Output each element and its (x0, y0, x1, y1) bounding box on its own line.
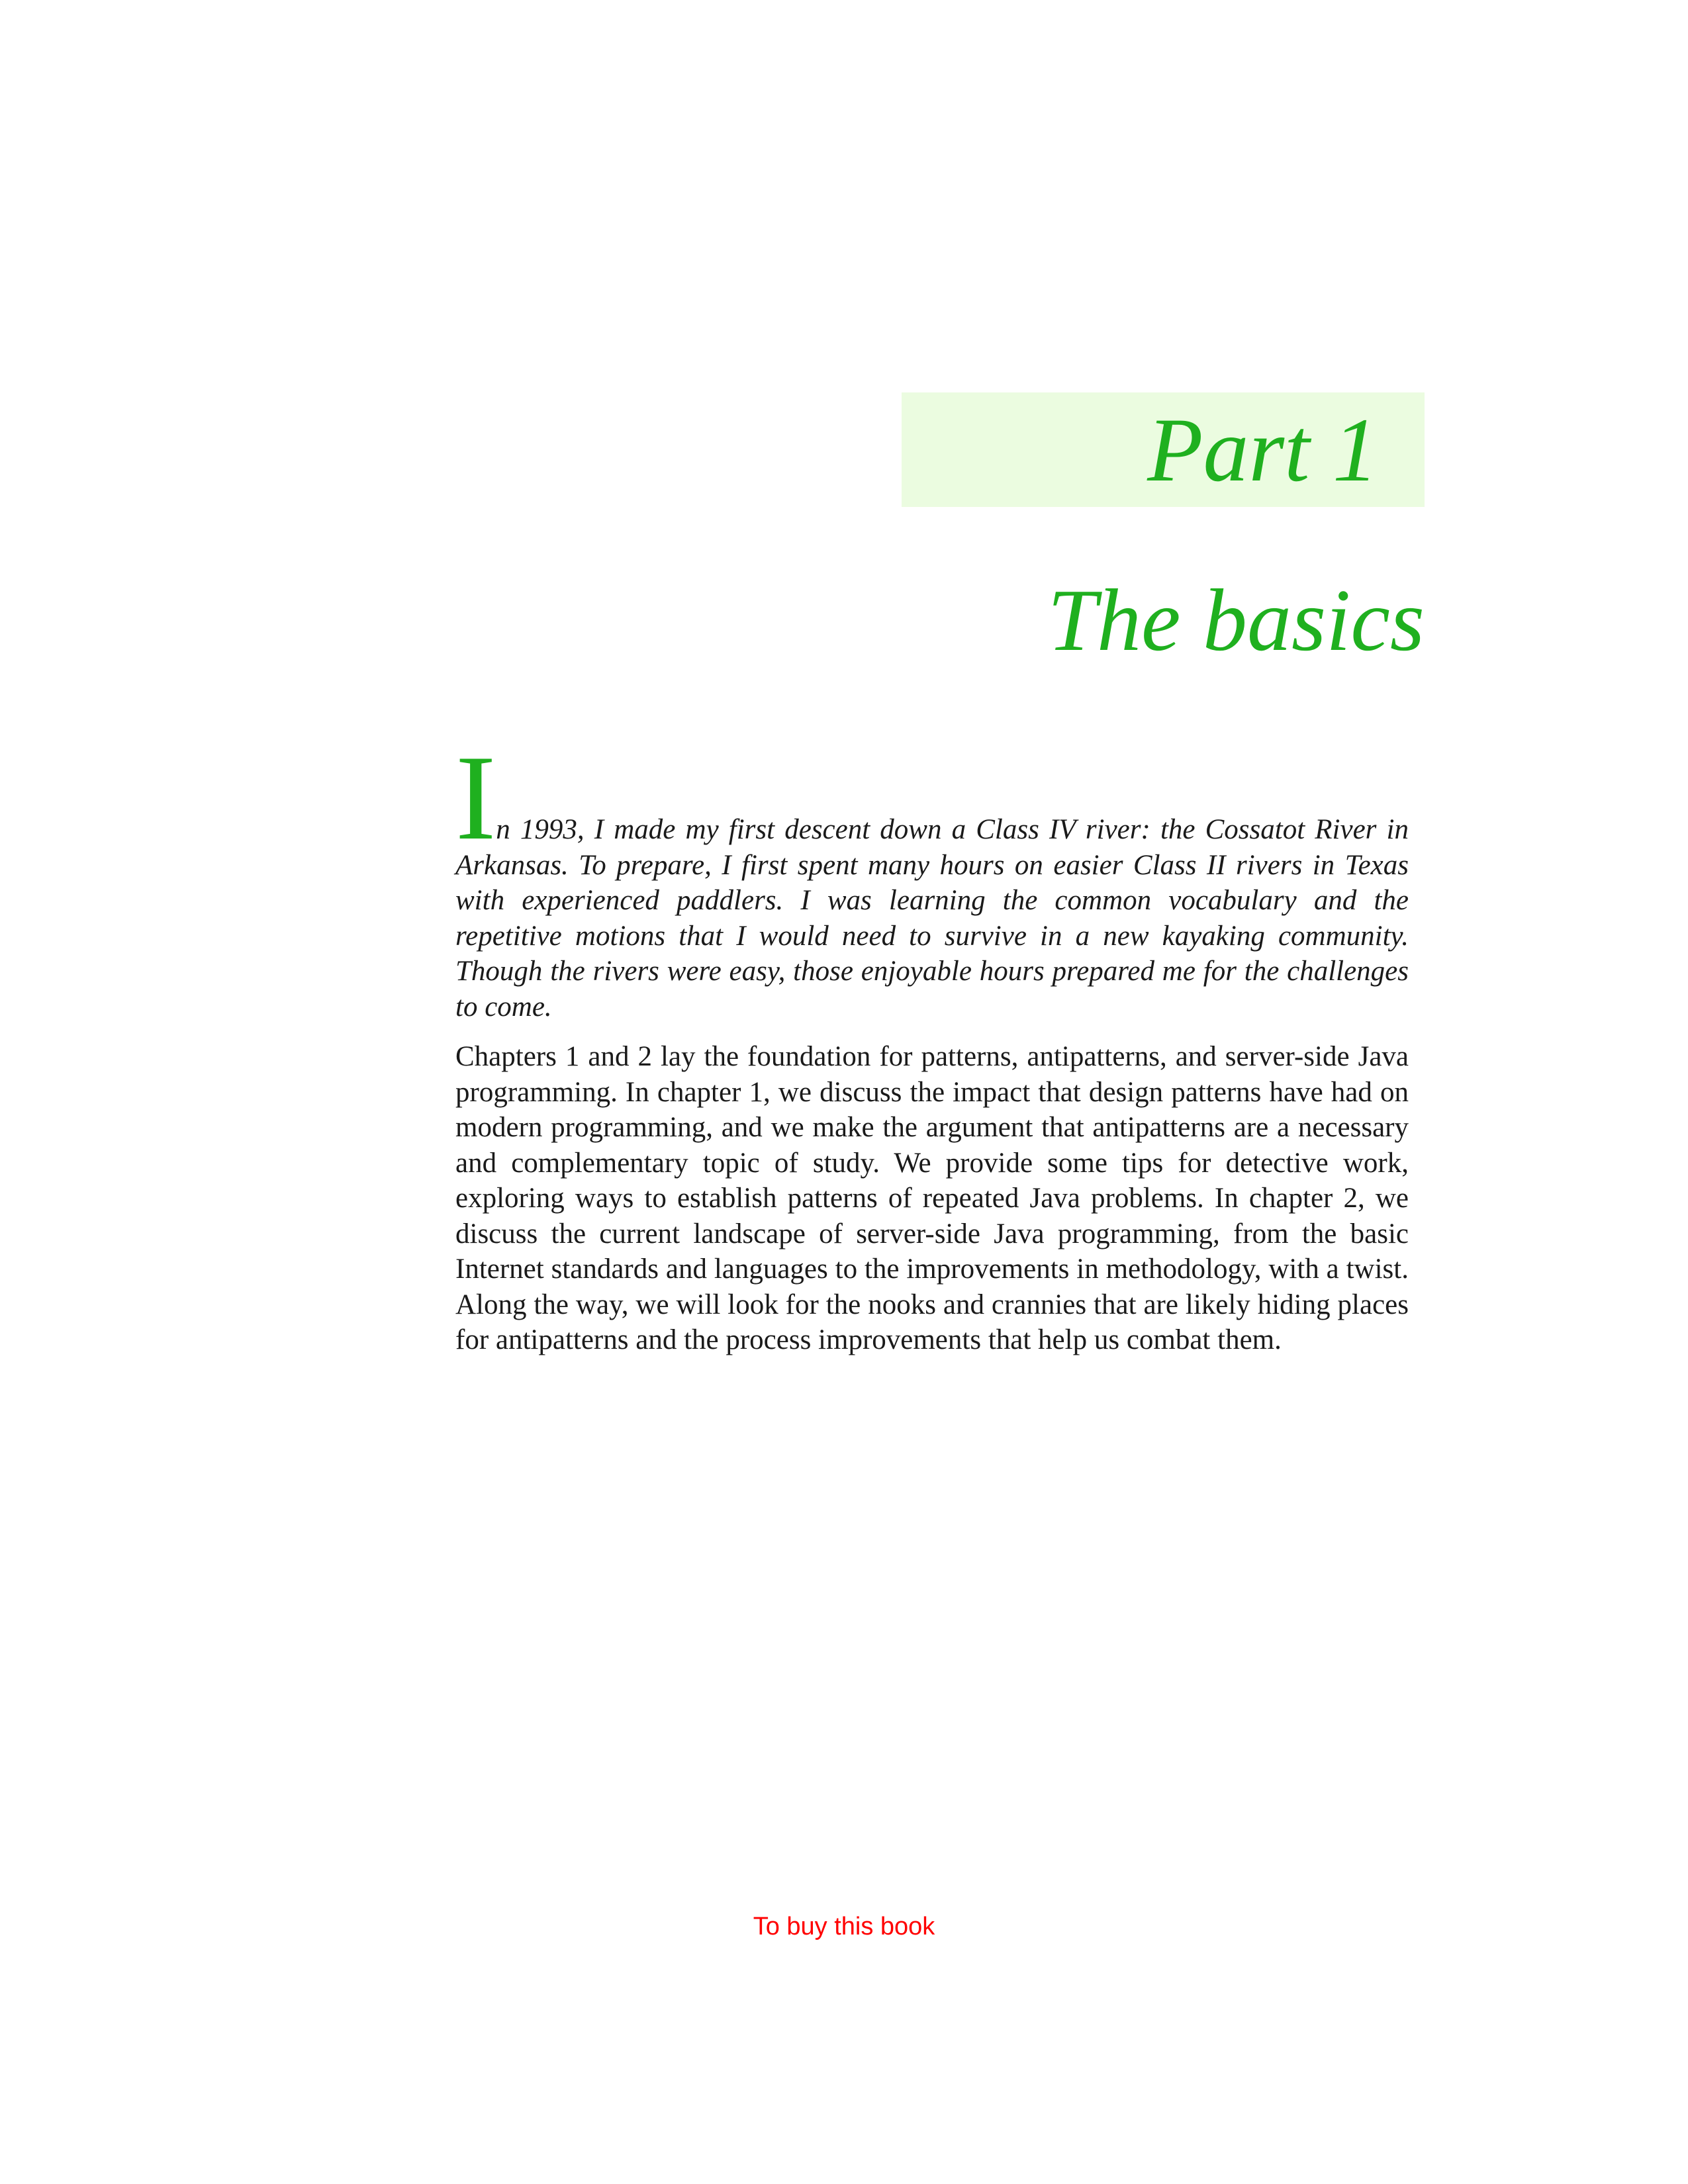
part-label-box (902, 392, 1425, 507)
body-paragraph: Chapters 1 and 2 lay the foundation for patterns, antipatterns, and server-side Java programming. In chapter 1, we discuss the impact that design patterns have had on modern programming, and we make the argument that antipatterns are a necessary and complementary topic of study. We provide some tips for detective work, exploring ways to establish patterns of repeated Java problems. In chapter 2, we discuss the current landscape of server-side Java programming, from the basic Internet standards and languages to the improvements in methodology, with a twist. Along the way, we will look for the nooks and crannies that are likely hiding places for antipatterns and the process improvements that help us combat them. (455, 1041, 1409, 1355)
section-title: The basics (1047, 571, 1425, 669)
part-label: Part 1 (1147, 399, 1378, 500)
intro-text: n 1993, I made my first descent down a Class IV river: the Cossatot River in Arkansas. To prepare, I first spent many hours on easier Class II rivers in Texas with experienced paddlers. I was learning the common vocabulary and the repetitive motions that I would need to survive in a new kayaking community. Though the rivers were easy, those enjoyable hours prepared me for the challenges to come. (455, 814, 1409, 1023)
buy-book-link[interactable]: To buy this book (753, 1913, 935, 1940)
intro-paragraph (455, 730, 1409, 1024)
drop-cap: I (455, 730, 496, 865)
body-text (455, 730, 1409, 1358)
